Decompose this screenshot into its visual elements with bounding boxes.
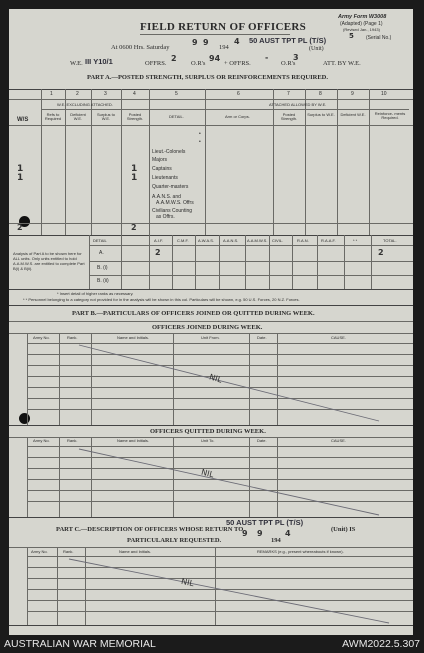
part-c-year-digit: 4	[285, 529, 291, 538]
bullet-2: •	[199, 139, 201, 145]
col-head-refs: Refs to Required	[44, 112, 62, 121]
joined-col-name: Name and Initials.	[117, 335, 150, 340]
form-revised: (Revised Jan., 1943)	[343, 27, 380, 32]
footnote-2: * * Personnel belonging to a category not provided for in the analysis will be shown in this col. Particulars will be shown, e.g. 50 U.S. Forces, 20 N.Z. Forces.	[23, 297, 300, 302]
bullet-1: •	[199, 131, 201, 137]
part-c-col-name: Name and Initials.	[119, 549, 152, 554]
date-year-digit: 4	[234, 37, 240, 46]
joined-col-unit-from: Unit From.	[201, 335, 220, 340]
we-side-label: W/S	[17, 117, 29, 123]
part-c-col-army-no: Army No.	[31, 549, 48, 554]
plus-offrs-label: + OFFRS.	[224, 60, 251, 67]
rank-quartermasters: Quarter-masters	[152, 184, 189, 190]
ors2-label: O.R's	[281, 60, 296, 67]
part-c-date-day: 9	[242, 529, 248, 538]
col-head-surplus-att: Surplus to W.E.	[307, 112, 335, 117]
rank-captains: Captains	[152, 166, 172, 172]
attached-header: ATTACHED ALLOWED BY W.E.	[269, 102, 327, 107]
quitted-title: OFFICERS QUITTED DURING WEEK.	[150, 428, 266, 435]
ors-value: 94	[209, 54, 221, 63]
joined-col-cause: CAUSE.	[331, 335, 346, 340]
col-head-posted-att: Posted Strength.	[280, 112, 298, 121]
quitted-nil: NIL	[200, 467, 215, 480]
quitted-col-date: Date.	[257, 438, 267, 443]
col-head-reinforcements: Reinforce- ments Required.	[374, 111, 406, 120]
part-c-col-rank: Rank.	[63, 549, 74, 554]
part-c-year-prefix: 194	[271, 537, 281, 544]
form-number: Army Form W3008	[338, 14, 387, 20]
field-return-form	[9, 9, 413, 635]
footnote-1: * Insert detail of higher ranks as necessary.	[57, 291, 134, 296]
total-posted: 2	[131, 223, 137, 232]
corner-number: 5	[349, 32, 354, 40]
we-excluding-header: W.E. EXCLUDING ATTACHED.	[57, 102, 113, 107]
form-title: FIELD RETURN OF OFFICERS	[140, 21, 307, 33]
sum-head-ran: R.A.N.	[297, 238, 309, 243]
form-adapted: (Adapted) (Page 1)	[340, 21, 383, 27]
part-c-title: PART C.—DESCRIPTION OF OFFICERS WHOSE RETURN TO	[56, 526, 244, 533]
col-head-deficient-att: Deficient W.E.	[340, 112, 366, 117]
caption-accession: AWM2022.5.307	[342, 638, 420, 650]
joined-col-army-no: Army No.	[33, 335, 50, 340]
sum-head-aamws: A.A.M.W.S.	[247, 238, 268, 243]
sum-head-aif: A.I.F.	[154, 238, 164, 243]
quitted-col-rank: Rank.	[67, 438, 78, 443]
joined-title: OFFICERS JOINED DURING WEEK.	[152, 324, 263, 331]
rank-majors: Majors	[152, 157, 168, 163]
rank-lieutenants: Lieutenants	[152, 175, 178, 181]
rank-aamws: A.A.M.W.S. Offrs	[156, 200, 194, 206]
sum-head-awas: A.W.A.S.	[198, 238, 215, 243]
sum-row-bii: B. (ii)	[97, 278, 109, 284]
rank-lt-colonels: Lieut.-Colonels	[152, 149, 186, 155]
col-head-surplus: Surplus to W.E.	[96, 112, 115, 121]
date-month: 9	[203, 38, 209, 47]
joined-col-rank: Rank.	[67, 335, 78, 340]
part-c-unit-label: (Unit) IS	[331, 526, 356, 533]
sum-head-aans: A.A.N.S.	[223, 238, 239, 243]
posted-value-1: 1	[131, 164, 138, 174]
unit-label: (Unit)	[309, 46, 324, 52]
sum-total-value: 2	[378, 248, 384, 257]
colnum-10: 10	[381, 91, 387, 97]
joined-col-date: Date.	[257, 335, 267, 340]
quitted-col-unit-to: Unit To.	[201, 438, 215, 443]
col-head-arm: Arm or Corps.	[225, 114, 250, 119]
part-c-nil: NIL	[180, 576, 195, 589]
part-c-unit-stamp: 50 AUST TPT PL (T/S)	[226, 518, 304, 527]
part-a-title: PART A.—POSTED STRENGTH, SURPLUS OR REINFORCEMENTS REQUIRED.	[87, 74, 328, 81]
joined-nil: NIL	[208, 372, 223, 385]
part-c-col-remarks: REMARKS (e.g., present whereabouts if known).	[257, 549, 344, 554]
part-b-title: PART B.—PARTICULARS OF OFFICERS JOINED OR QUITTED DURING WEEK.	[72, 310, 315, 317]
sum-head-total: TOTAL.	[383, 238, 397, 243]
sum-head-cmf: C.M.F.	[177, 238, 189, 243]
quitted-col-army-no: Army No.	[33, 438, 50, 443]
total-ws: 2	[17, 223, 23, 232]
serial-label: (Serial No.)	[366, 35, 392, 41]
date-day: 9	[192, 38, 198, 47]
sum-head-civil: CIVIL.	[272, 238, 284, 243]
colnum-7: 7	[287, 91, 290, 97]
col-head-deficient: Deficient W.E.	[70, 112, 86, 121]
quitted-col-name: Name and Initials.	[117, 438, 150, 443]
offrs-value: 2	[171, 54, 177, 63]
caption-source: AUSTRALIAN WAR MEMORIAL	[4, 638, 156, 650]
sum-head-raaf: R.A.A.F.	[321, 238, 336, 243]
colnum-3: 3	[104, 91, 107, 97]
at-hours-line: At 0600 Hrs. Saturday	[111, 44, 170, 51]
part-c-date-month: 9	[257, 529, 263, 538]
rank-as-offrs: as Offrs.	[156, 214, 175, 220]
we-label: W.E.	[70, 60, 83, 67]
colnum-4: 4	[133, 91, 136, 97]
rank-aans: A.A.N.S. and	[152, 194, 181, 200]
we-value: III Y10/1	[85, 57, 113, 66]
date-year-prefix: 194	[219, 44, 229, 51]
colnum-2: 2	[76, 91, 79, 97]
sum-row-bi: B. (i)	[97, 265, 108, 271]
unit-stamp: 50 AUST TPT PL (T/S)	[249, 36, 327, 45]
sum-head-other: * *	[353, 238, 358, 243]
posted-value-2: 1	[131, 173, 138, 183]
analysis-note: Analysis of Part A to be shown here for ALL units. Only units entitled to hold A.A.M.W.S. are entitled to complete Part B(i) & B(ii).	[13, 251, 85, 271]
colnum-5: 5	[175, 91, 178, 97]
col-head-detail: DETAIL.	[169, 114, 184, 119]
sum-aif-value: 2	[155, 248, 161, 257]
sum-row-a: A.	[99, 250, 104, 256]
quitted-col-cause: CAUSE.	[331, 438, 346, 443]
offrs-label: OFFRS.	[145, 60, 167, 67]
att-label: ATT. BY W.E.	[323, 60, 361, 67]
part-c-strike-line	[9, 9, 413, 635]
colnum-1: 1	[50, 91, 53, 97]
ors2-value: 3	[293, 53, 299, 62]
sum-head-detail: DETAIL	[93, 238, 107, 243]
ors-label: O.R's	[191, 60, 206, 67]
rank-civilians: Civilians Counting	[152, 208, 193, 214]
colnum-6: 6	[237, 91, 240, 97]
colnum-8: 8	[319, 91, 322, 97]
plus-offrs-value: -	[265, 53, 269, 62]
part-c-title-2: PARTICULARLY REQUESTED.	[127, 537, 222, 544]
colnum-9: 9	[351, 91, 354, 97]
ws-value-2: 1	[17, 173, 24, 183]
ws-value-1: 1	[17, 164, 24, 174]
col-head-posted: Posted Strength.	[126, 112, 144, 121]
archive-caption-bar	[0, 635, 424, 653]
